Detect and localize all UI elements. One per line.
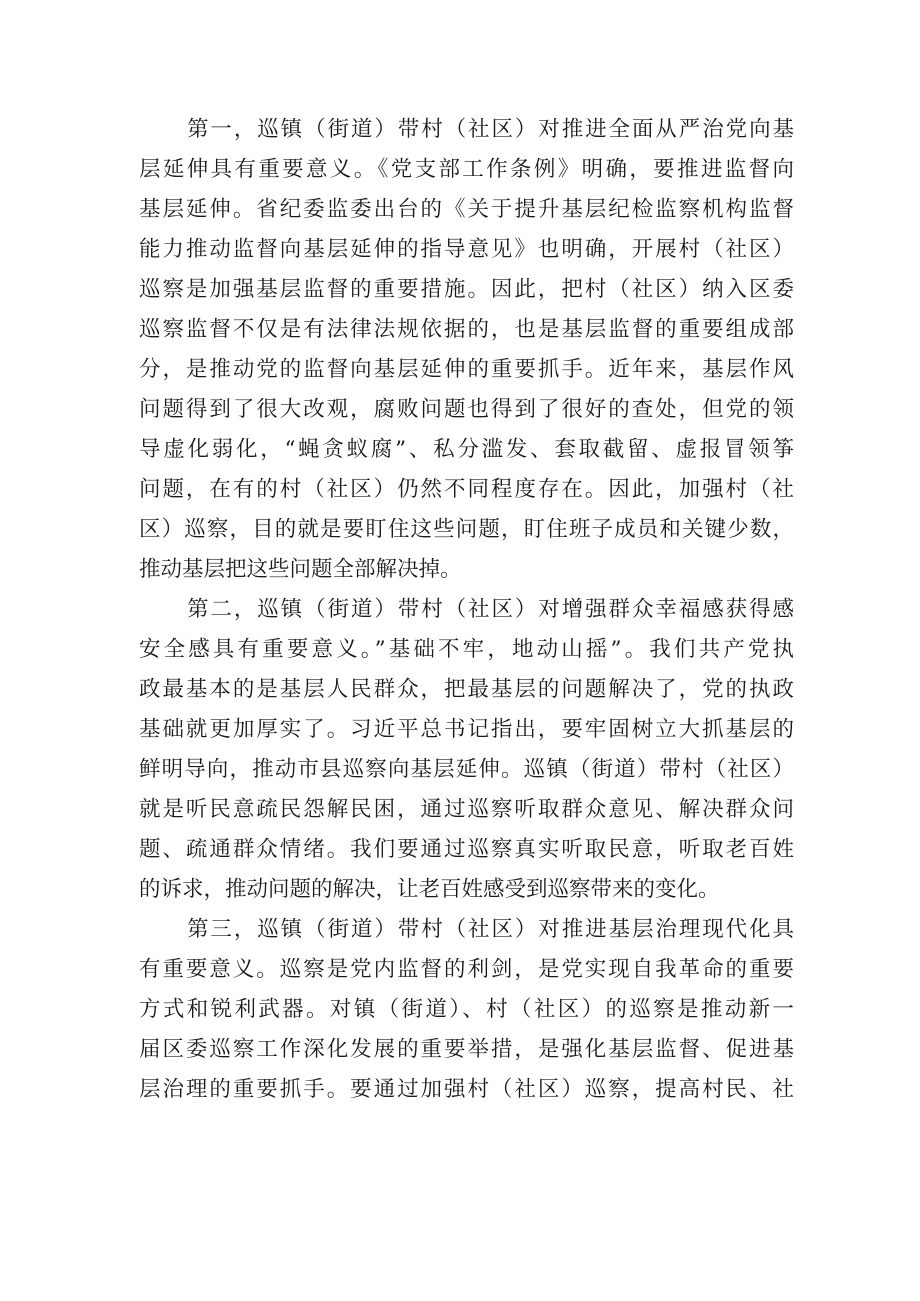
text-line: 有重要意义。巡察是党内监督的利剑，是党实现自我革命的重要 <box>139 957 794 982</box>
text-line: 区）巡察，目的就是要盯住这些问题，盯住班子成员和关键少数， <box>139 517 794 542</box>
text-line: 巡察是加强基层监督的重要措施。因此，把村（社区）纳入区委 <box>139 277 794 302</box>
text-line: 推动基层把这些问题全部解决掉。 <box>139 557 462 582</box>
text-line: 第一，巡镇（街道）带村（社区）对推进全面从严治党向基 <box>187 117 794 142</box>
text-line: 政最基本的是基层人民群众，把最基层的问题解决了，党的执政 <box>139 677 794 702</box>
text-line: 鲜明导向，推动市县巡察向基层延伸。巡镇（街道）带村（社区） <box>139 757 794 782</box>
text-line: 第二，巡镇（街道）带村（社区）对增强群众幸福感获得感 <box>187 597 794 622</box>
text-line: 题、疏通群众情绪。我们要通过巡察真实听取民意，听取老百姓 <box>139 837 794 862</box>
text-line: 问题得到了很大改观，腐败问题也得到了很好的查处，但党的领 <box>139 397 794 422</box>
text-line: 问题，在有的村（社区）仍然不同程度存在。因此，加强村（社 <box>139 477 794 502</box>
paragraph-2 <box>139 590 794 910</box>
text-line: 层延伸具有重要意义。《党支部工作条例》明确，要推进监督向 <box>139 157 794 182</box>
text-line: 安全感具有重要意义。”基础不牢，地动山摇”。我们共产党执 <box>139 637 794 662</box>
text-line: 届区委巡察工作深化发展的重要举措，是强化基层监督、促进基 <box>139 1037 794 1062</box>
text-line: 基层延伸。省纪委监委出台的《关于提升基层纪检监察机构监督 <box>139 197 794 222</box>
text-line: 就是听民意疏民怨解民困，通过巡察听取群众意见、解决群众问 <box>139 797 794 822</box>
text-line: 层治理的重要抓手。要通过加强村（社区）巡察，提高村民、社 <box>139 1077 794 1102</box>
text-line: 第三，巡镇（街道）带村（社区）对推进基层治理现代化具 <box>187 917 794 942</box>
paragraph-1 <box>139 110 794 590</box>
paragraph-3 <box>139 910 794 1110</box>
text-line: 基础就更加厚实了。习近平总书记指出，要牢固树立大抓基层的 <box>139 717 794 742</box>
text-line: 的诉求，推动问题的解决，让老百姓感受到巡察带来的变化。 <box>139 877 720 902</box>
text-line: 导虚化弱化，“蝇贪蚁腐”、私分滥发、套取截留、虚报冒领筝 <box>139 437 794 462</box>
text-line: 能力推动监督向基层延伸的指导意见》也明确，开展村（社区） <box>139 237 794 262</box>
document-body <box>139 110 794 1110</box>
text-line: 分，是推动党的监督向基层延伸的重要抓手。近年来，基层作风 <box>139 357 794 382</box>
text-line: 巡察监督不仅是有法律法规依据的，也是基层监督的重要组成部 <box>139 317 794 342</box>
text-line: 方式和锐利武器。对镇（街道）、村（社区）的巡察是推动新一 <box>139 997 794 1022</box>
